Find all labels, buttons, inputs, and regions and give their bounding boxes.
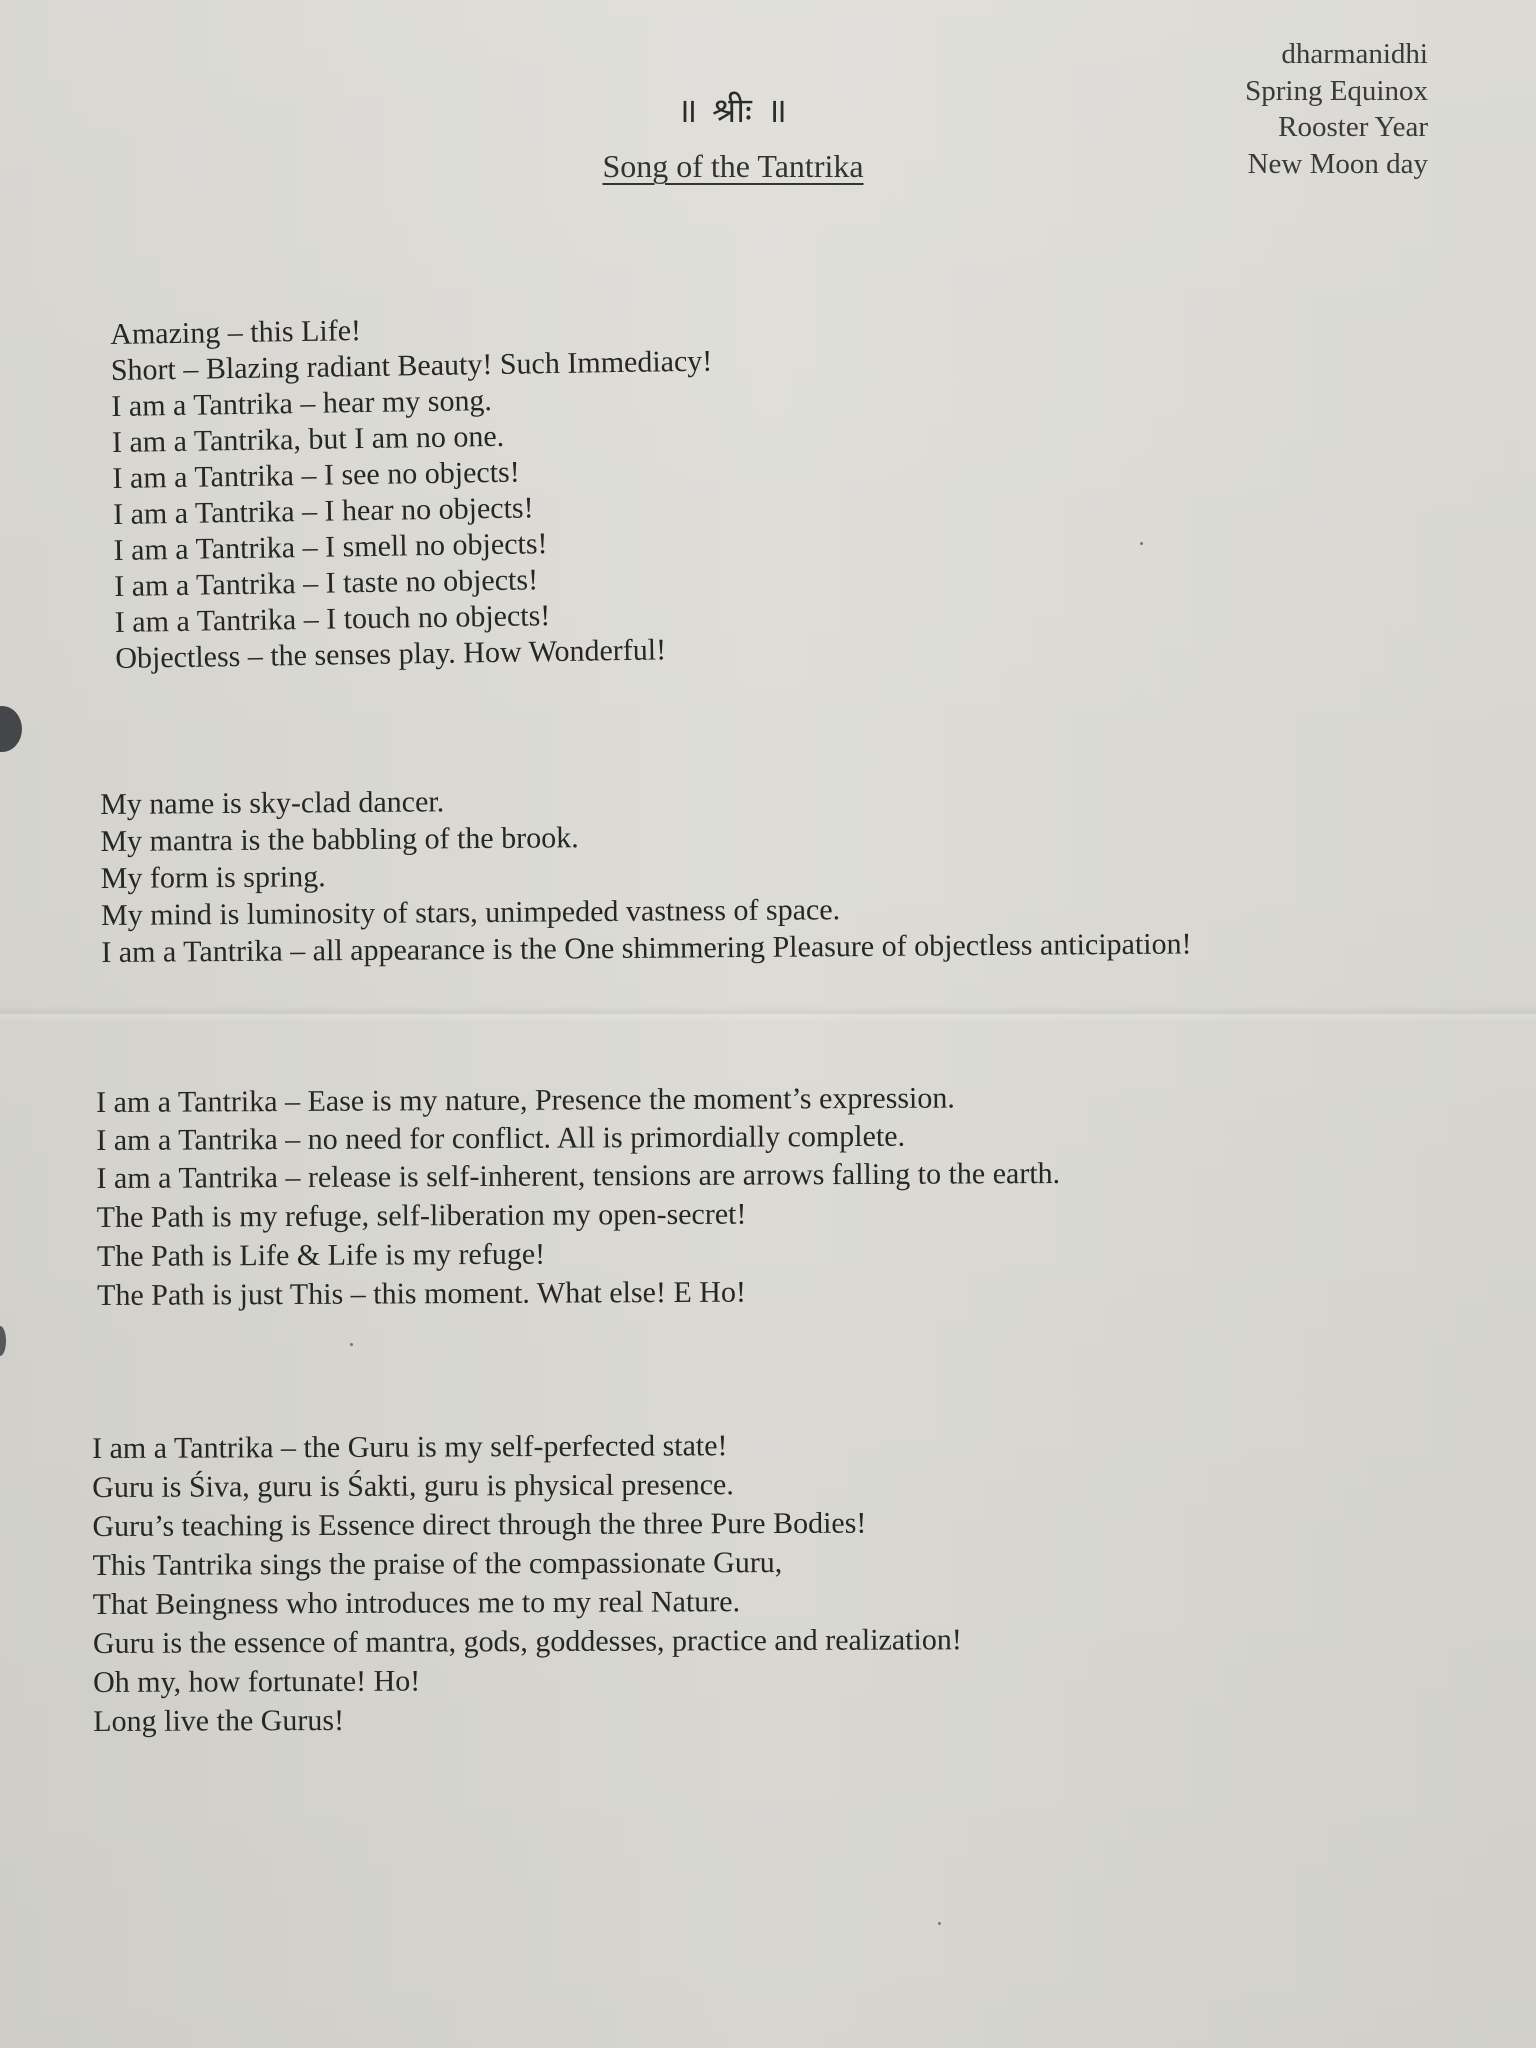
- paper-speck: [350, 1343, 353, 1346]
- poem-line: My form is spring.: [100, 860, 326, 895]
- poem-line: I am a Tantrika – I see no objects!: [112, 455, 520, 495]
- poem-line: I am a Tantrika – hear my song.: [111, 384, 493, 423]
- poem-line: Objectless – the senses play. How Wonderful!: [115, 633, 667, 675]
- poem-line: The Path is Life & Life is my refuge!: [96, 1237, 546, 1273]
- poem-line: I am a Tantrika – release is self-inherent, tensions are arrows falling to the earth.: [96, 1156, 1061, 1195]
- author-dateline: [1245, 36, 1428, 182]
- paper-speck: [938, 1922, 941, 1925]
- punch-hole: [0, 706, 22, 752]
- author-name: dharmanidhi: [1281, 38, 1428, 70]
- poem-line: I am a Tantrika – no need for conflict. All is primordially complete.: [96, 1119, 906, 1157]
- poem-line: This Tantrika sings the praise of the compassionate Guru,: [92, 1545, 783, 1582]
- poem-line: Long live the Gurus!: [93, 1703, 345, 1738]
- day-line: New Moon day: [1247, 147, 1428, 180]
- poem-line: I am a Tantrika – all appearance is the One shimmering Pleasure of objectless anticipation!: [101, 927, 1192, 969]
- poem-line: My mantra is the babbling of the brook.: [100, 821, 579, 858]
- punch-hole-small: [0, 1326, 6, 1356]
- sanskrit-invocation: ॥ श्रीः ॥: [676, 91, 790, 131]
- poem-title: Song of the Tantrika: [602, 148, 864, 184]
- poem-line: I am a Tantrika – Ease is my nature, Presence the moment’s expression.: [96, 1081, 955, 1119]
- poem-line: Oh my, how fortunate! Ho!: [93, 1664, 421, 1699]
- poem-line: Guru’s teaching is Essence direct through the three Pure Bodies!: [92, 1506, 867, 1543]
- poem-line: I am a Tantrika, but I am no one.: [111, 419, 505, 459]
- poem-line: Amazing – this Life!: [110, 314, 362, 351]
- poem-line: Guru is the essence of mantra, gods, goddesses, practice and realization!: [92, 1623, 962, 1660]
- paper-speck: [1140, 542, 1143, 545]
- poem-line: I am a Tantrika – I hear no objects!: [112, 491, 534, 531]
- poem-line: I am a Tantrika – the Guru is my self-perfected state!: [92, 1429, 728, 1465]
- poem-line: The Path is my refuge, self-liberation my open-secret!: [96, 1197, 747, 1234]
- poem-line: Short – Blazing radiant Beauty! Such Immediacy!: [110, 344, 713, 387]
- poem-line: My mind is luminosity of stars, unimpeded vastness of space.: [100, 893, 841, 932]
- poem-line: Guru is Śiva, guru is Śakti, guru is physical presence.: [92, 1468, 734, 1504]
- poem-line: I am a Tantrika – I smell no objects!: [113, 527, 548, 567]
- poem-line: My name is sky-clad dancer.: [100, 785, 445, 821]
- year-line: Rooster Year: [1278, 111, 1428, 143]
- poem-line: I am a Tantrika – I touch no objects!: [114, 599, 551, 639]
- season-line: Spring Equinox: [1245, 74, 1428, 107]
- poem-line: That Beingness who introduces me to my real Nature.: [92, 1585, 741, 1621]
- poem-line: I am a Tantrika – I taste no objects!: [113, 563, 539, 603]
- poem-line: The Path is just This – this moment. What else! E Ho!: [97, 1275, 747, 1312]
- paper-fold-crease: [0, 1006, 1536, 1022]
